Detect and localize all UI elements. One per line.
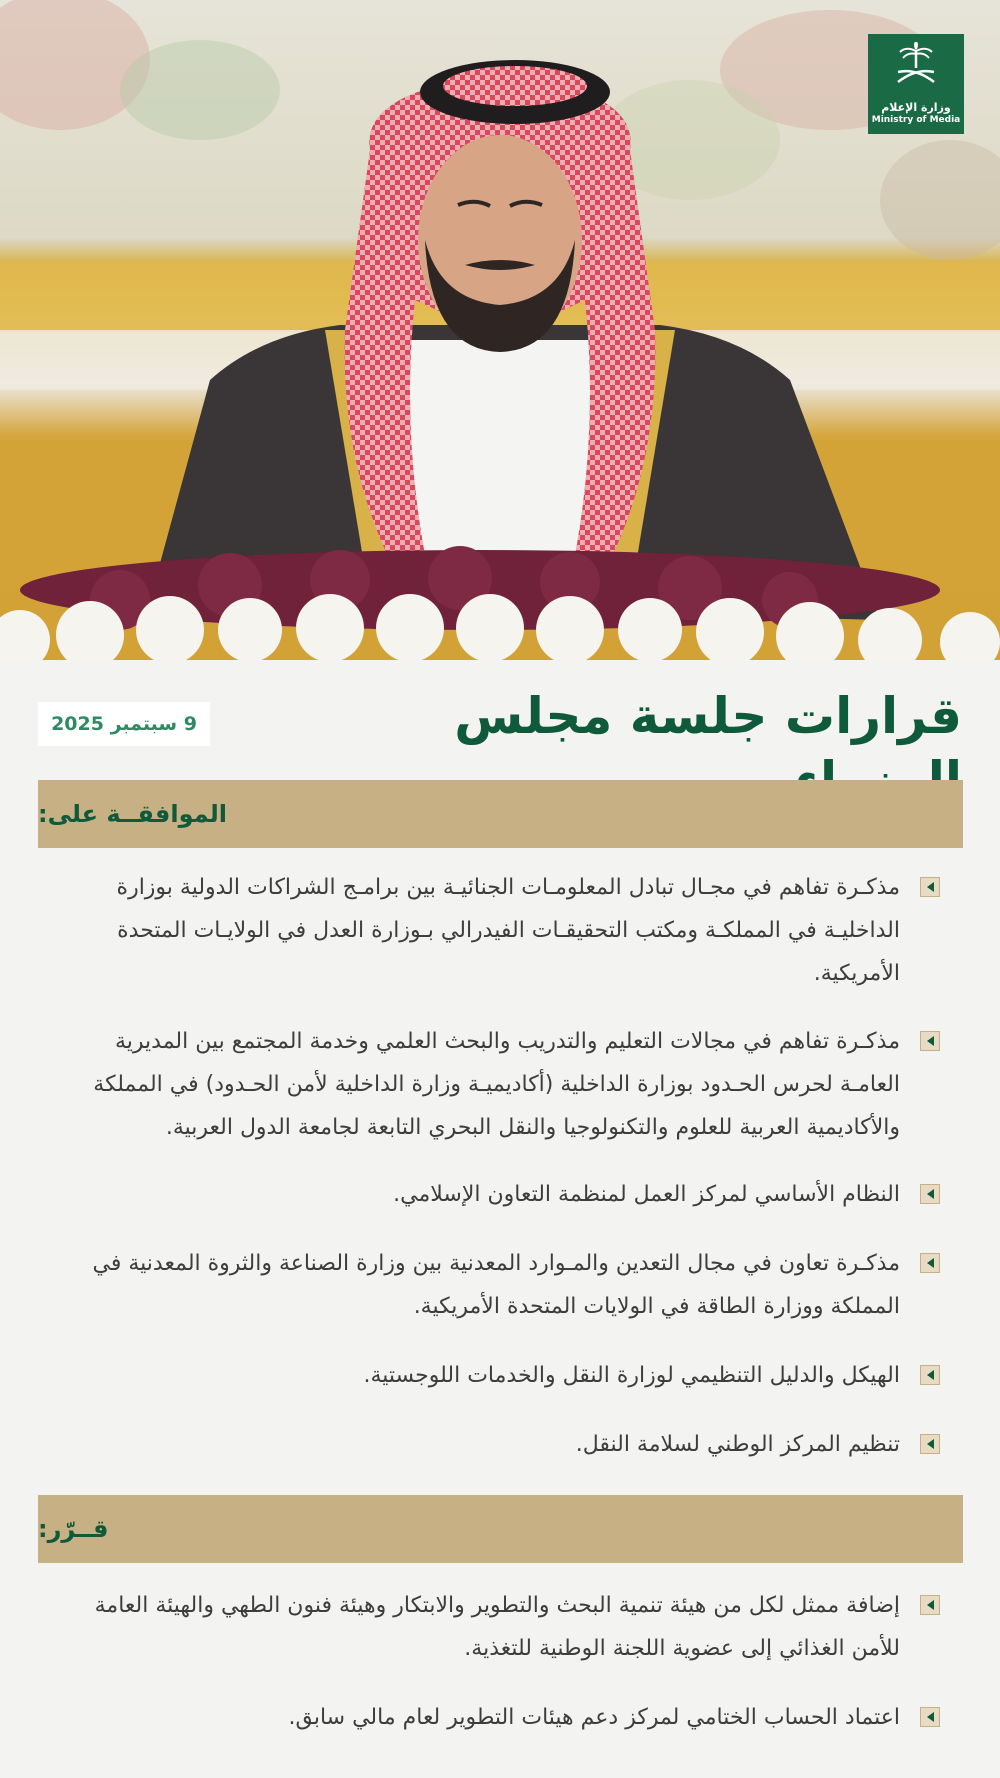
section-heading: قــرّر:: [38, 1515, 109, 1543]
palm-swords-emblem-icon: [892, 42, 940, 86]
date-badge: 9 سبتمبر 2025: [38, 702, 210, 746]
arrow-bullet-icon: [920, 1595, 940, 1615]
list-item: [60, 1173, 940, 1216]
section-header-decided: [38, 1495, 963, 1563]
section-heading: الموافقــة على:: [38, 800, 227, 828]
list-item-text: تنظيم المركز الوطني لسلامة النقل.: [575, 1432, 900, 1457]
logo-english-name: Ministry of Media: [871, 115, 961, 125]
list-item-text: اعتماد الحساب الختامي لمركز دعم هيئات التطوير لعام مالي سابق.: [288, 1705, 900, 1730]
list-item-text: مذكـرة تفاهم في مجالات التعليم والتدريب والبحث العلمي وخدمة المجتمع بين المديرية العامـة لحرس الحـدود بوزارة الداخلية (أكاديميـة وزارة الداخلية لأمن الحـدود) في المملكة والأكاديمية العربية للعلوم والتكنولوجيا والنقل البحري التابعة لجامعة الدول العربية.: [93, 1029, 900, 1140]
list-item: [60, 1696, 940, 1739]
list-item: [60, 866, 940, 995]
hero-photo-illustration: [0, 0, 1000, 660]
list-item-text: مذكـرة تفاهم في مجـال تبادل المعلومـات الجنائيـة بين برامـج الشراكات الدولية بوزارة الداخليـة في المملكـة ومكتب التحقيقـات الفيدرالي بـوزارة العدل في الولايـات المتحدة الأمريكية.: [116, 875, 900, 986]
list-item-text: إضافة ممثل لكل من هيئة تنمية البحث والتطوير والابتكار وهيئة فنون الطهي والهيئة العامة للأمن الغذائي إلى عضوية اللجنة الوطنية للتغذية.: [94, 1593, 900, 1661]
section-header-approval: [38, 780, 963, 848]
hero-photo: [0, 0, 1000, 660]
arrow-bullet-icon: [920, 1253, 940, 1273]
list-item: [60, 1020, 940, 1149]
ministry-of-media-logo: [868, 34, 964, 134]
arrow-bullet-icon: [920, 877, 940, 897]
list-item: [60, 1354, 940, 1397]
arrow-bullet-icon: [920, 1184, 940, 1204]
list-item: [60, 1423, 940, 1466]
list-item-text: مذكـرة تعاون في مجال التعدين والمـوارد المعدنية بين وزارة الصناعة والثروة المعدنية في المملكة ووزارة الطاقة في الولايات المتحدة الأمريكية.: [92, 1251, 900, 1319]
page-title: قرارات جلسة مجلس: [454, 687, 962, 745]
arrow-bullet-icon: [920, 1031, 940, 1051]
list-item: [60, 1584, 940, 1670]
list-item-text: النظام الأساسي لمركز العمل لمنظمة التعاون الإسلامي.: [393, 1182, 900, 1207]
arrow-bullet-icon: [920, 1434, 940, 1454]
arrow-bullet-icon: [920, 1707, 940, 1727]
list-item: [60, 1242, 940, 1328]
list-item-text: الهيكل والدليل التنظيمي لوزارة النقل والخدمات اللوجستية.: [363, 1363, 900, 1388]
logo-arabic-name: وزارة الإعلام: [881, 101, 951, 114]
arrow-bullet-icon: [920, 1365, 940, 1385]
